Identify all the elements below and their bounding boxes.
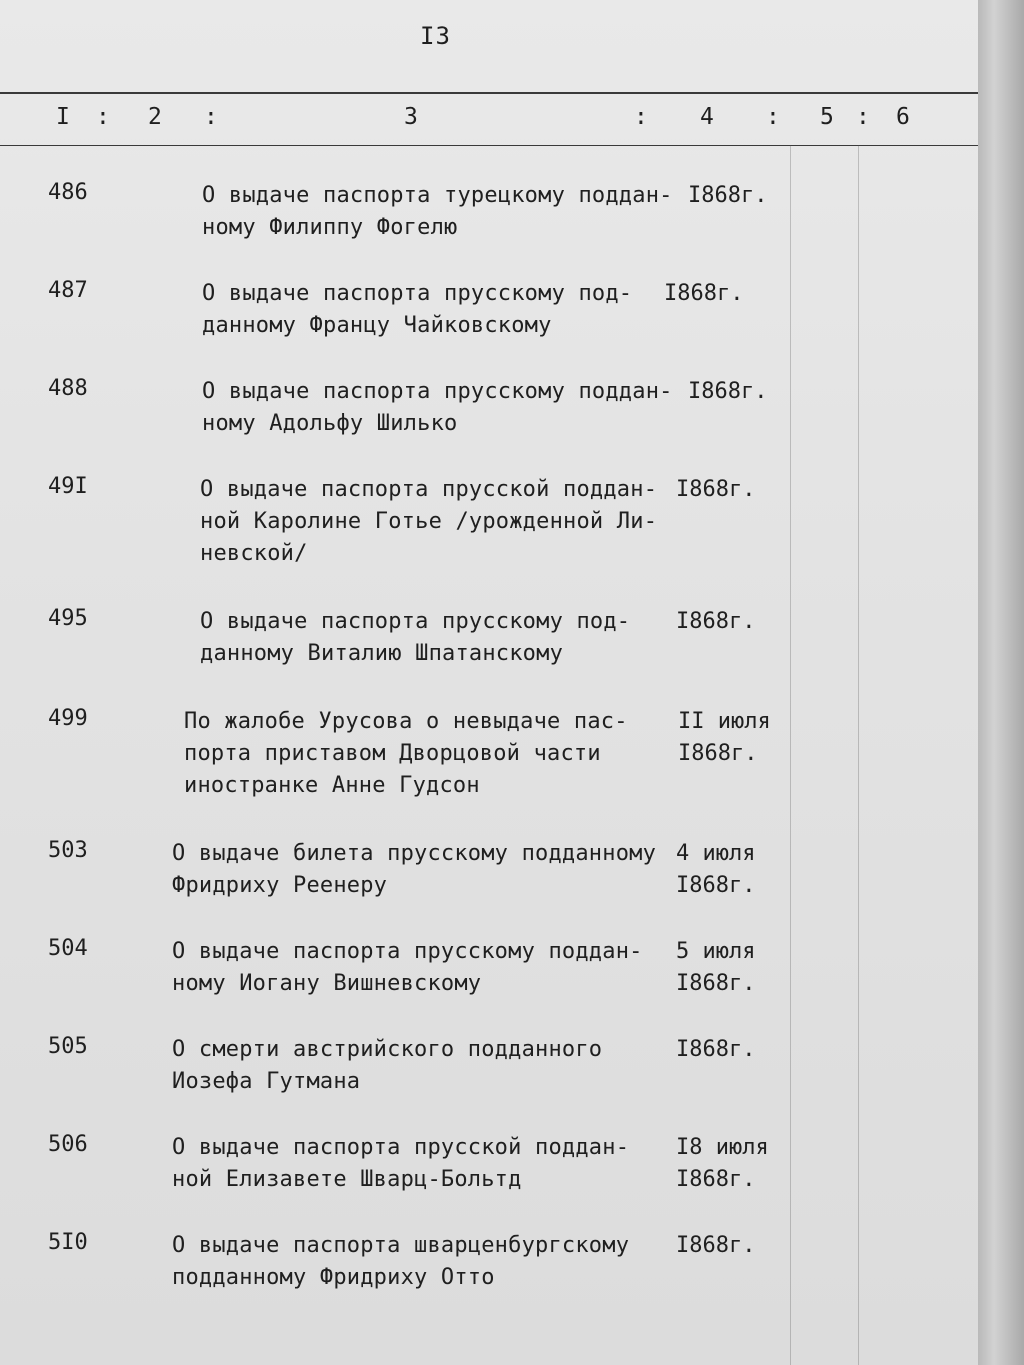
record-date — [688, 376, 767, 408]
header-rule-bottom — [0, 145, 978, 146]
record-date — [676, 1132, 769, 1196]
record-description — [202, 278, 632, 342]
description-line: О выдаче паспорта шварценбургскому — [172, 1233, 630, 1258]
header-sep-4: : — [766, 104, 780, 130]
record-description — [172, 1132, 629, 1196]
record-description — [200, 606, 630, 670]
header-col-5: 5 — [820, 104, 834, 130]
date-line: I868г. — [688, 379, 768, 404]
description-line: порта приставом Дворцовой части — [184, 741, 601, 766]
description-line: О выдаче паспорта прусскому поддан- — [202, 379, 673, 404]
record-number: 49I — [48, 474, 88, 499]
record-description — [200, 474, 657, 570]
date-line: 4 июля — [676, 841, 756, 866]
header-sep-1: : — [96, 104, 110, 130]
record-date — [676, 606, 755, 638]
date-line: I868г. — [676, 609, 756, 634]
description-line: О выдаче паспорта прусскому под- — [200, 609, 631, 634]
description-line: О выдаче паспорта турецкому поддан- — [202, 183, 673, 208]
record-number: 506 — [48, 1132, 88, 1157]
description-line: О выдаче паспорта прусской поддан- — [172, 1135, 630, 1160]
description-line: По жалобе Урусова о невыдаче пас- — [184, 709, 628, 734]
record-number: 5I0 — [48, 1230, 88, 1255]
header-rule-top — [0, 92, 978, 94]
description-line: подданному Фридриху Отто — [172, 1265, 495, 1290]
date-line: I8 июля — [676, 1135, 769, 1160]
record-date — [676, 474, 755, 506]
record-date — [676, 1230, 755, 1262]
description-line: ной Елизавете Шварц-Больтд — [172, 1167, 522, 1192]
description-line: данному Виталию Шпатанскому — [200, 641, 564, 666]
header-col-6: 6 — [896, 104, 910, 130]
description-line: О смерти австрийского подданного — [172, 1037, 603, 1062]
record-number: 504 — [48, 936, 88, 961]
description-line: ному Адольфу Шилько — [202, 411, 458, 436]
record-number: 505 — [48, 1034, 88, 1059]
record-number: 499 — [48, 706, 88, 731]
description-line: Иозефа Гутмана — [172, 1069, 361, 1094]
record-description — [202, 376, 673, 440]
date-line: II июля — [678, 709, 771, 734]
record-number: 495 — [48, 606, 88, 631]
record-date — [688, 180, 767, 212]
header-col-4: 4 — [700, 104, 714, 130]
date-line: I868г. — [676, 1233, 756, 1258]
date-line: I868г. — [676, 477, 756, 502]
binder-edge — [978, 0, 1024, 1365]
description-line: ному Филиппу Фогелю — [202, 215, 458, 240]
date-line: I868г. — [676, 971, 756, 996]
record-date — [676, 838, 755, 902]
date-line: I868г. — [676, 1167, 756, 1192]
description-line: невской/ — [200, 541, 308, 566]
record-number: 486 — [48, 180, 88, 205]
column-line-6 — [858, 145, 859, 1365]
record-number: 487 — [48, 278, 88, 303]
description-line: Фридриху Реенеру — [172, 873, 388, 898]
description-line: О выдаче билета прусскому подданному — [172, 841, 657, 866]
page-number: I3 — [420, 22, 451, 50]
record-description — [172, 838, 656, 902]
record-number: 488 — [48, 376, 88, 401]
record-date — [664, 278, 743, 310]
record-date — [676, 936, 755, 1000]
record-number: 503 — [48, 838, 88, 863]
description-line: О выдаче паспорта прусской поддан- — [200, 477, 658, 502]
header-sep-3: : — [634, 104, 648, 130]
header-col-1: I — [56, 104, 70, 130]
description-line: ному Иогану Вишневскому — [172, 971, 482, 996]
description-line: О выдаче паспорта прусскому поддан- — [172, 939, 643, 964]
record-description — [202, 180, 673, 244]
header-sep-5: : — [856, 104, 870, 130]
date-line: I868г. — [676, 873, 756, 898]
record-description — [184, 706, 628, 802]
description-line: ной Каролине Готье /урожденной Ли- — [200, 509, 658, 534]
record-description — [172, 1034, 602, 1098]
date-line: I868г. — [678, 741, 758, 766]
record-date — [678, 706, 771, 770]
date-line: 5 июля — [676, 939, 756, 964]
date-line: I868г. — [688, 183, 768, 208]
record-description — [172, 1230, 629, 1294]
column-line-5 — [790, 145, 791, 1365]
date-line: I868г. — [676, 1037, 756, 1062]
header-sep-2: : — [204, 104, 218, 130]
description-line: О выдаче паспорта прусскому под- — [202, 281, 633, 306]
record-date — [676, 1034, 755, 1066]
header-col-3: 3 — [404, 104, 418, 130]
description-line: данному Францу Чайковскому — [202, 313, 552, 338]
description-line: иностранке Анне Гудсон — [184, 773, 480, 798]
record-description — [172, 936, 643, 1000]
date-line: I868г. — [664, 281, 744, 306]
header-col-2: 2 — [148, 104, 162, 130]
